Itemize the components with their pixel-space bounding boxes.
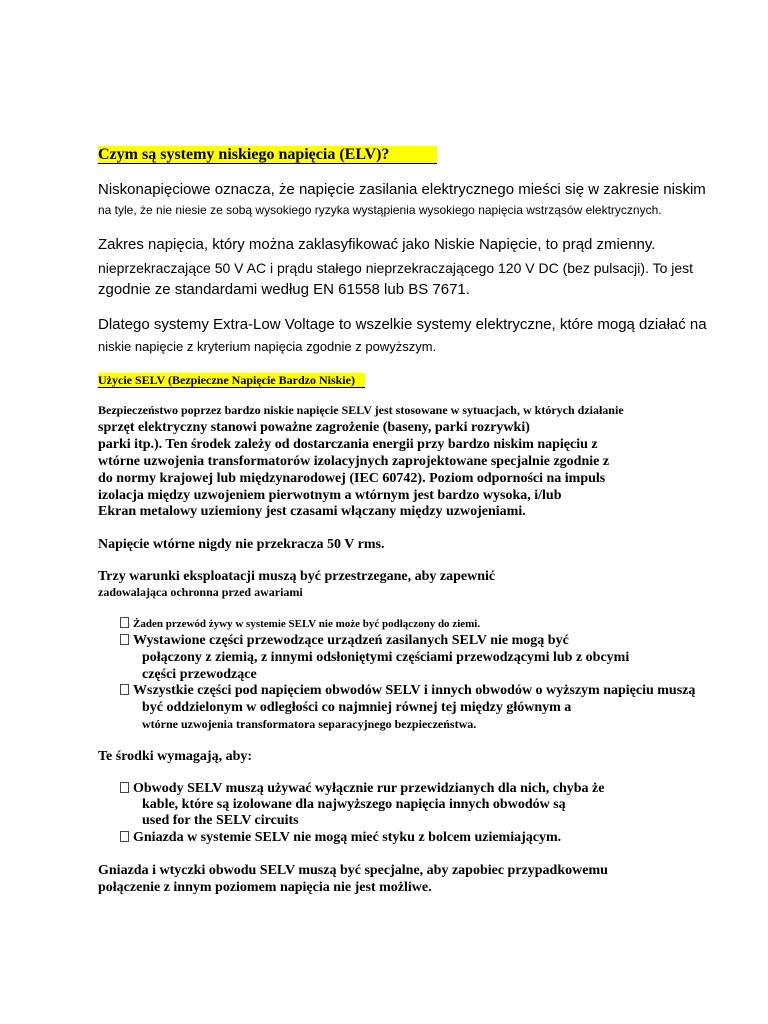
paragraph-1-line-2: na tyle, że nie niesie ze sobą wysokiego ryzyka wystąpienia wysokiego napięcia wstrząsów elektrycznych. bbox=[98, 203, 662, 217]
paragraph-5: Napięcie wtórne nigdy nie przekracza 50 V rms. bbox=[98, 537, 385, 552]
list-1-item-3-line-2: być oddzielonym w odległości co najmniej równej tej między głównym a bbox=[142, 700, 572, 715]
list-1-item-2-line-2: połączony z ziemią, z innymi odsłoniętymi częściami przewodzącymi lub z obcymi bbox=[142, 650, 630, 665]
paragraph-1-line-1 bbox=[98, 181, 706, 198]
bullet-box-icon bbox=[120, 684, 129, 695]
paragraph-4-line-1: Bezpieczeństwo poprzez bardzo niskie napięcie SELV jest stosowane w sytuacjach, w których działanie bbox=[98, 403, 624, 417]
bullet-box-icon bbox=[120, 782, 129, 793]
paragraph-8-line-2: połączenie z innym poziomem napięcia nie jest możliwe. bbox=[98, 880, 432, 895]
paragraph-8-line-1: Gniazda i wtyczki obwodu SELV muszą być specjalne, aby zapobiec przypadkowemu bbox=[98, 863, 608, 878]
paragraph-3-line-1: Dlatego systemy Extra-Low Voltage to wszelkie systemy elektryczne, które mogą działać na bbox=[98, 316, 707, 333]
list-item-text: Obwody SELV muszą używać wyłącznie rur przewidzianych dla nich, chyba że bbox=[133, 781, 605, 796]
paragraph-4-line-6: izolacja między uzwojeniem pierwotnym a wtórnym jest bardzo wysoka, i/lub bbox=[98, 488, 562, 503]
list-2-item-1-line-2: kable, które są izolowane dla najwyższego napięcia innych obwodów są bbox=[142, 797, 566, 812]
bullet-box-icon bbox=[120, 831, 129, 842]
bullet-box-icon bbox=[120, 634, 129, 645]
paragraph-7: Te środki wymagają, aby: bbox=[98, 749, 253, 764]
list-2-item-1 bbox=[120, 781, 605, 797]
list-1-item-1 bbox=[120, 617, 480, 630]
list-1-item-2-line-3: części przewodzące bbox=[142, 667, 257, 682]
paragraph-6-line-2: zadowalająca ochronna przed awariami bbox=[98, 585, 303, 599]
list-1-item-2 bbox=[120, 633, 569, 649]
paragraph-4-line-3: parki itp.). Ten środek zależy od dostarczania energii przy bardzo niskim napięciu z bbox=[98, 437, 598, 452]
paragraph-2-line-2: nieprzekraczające 50 V AC i prądu stałego nieprzekraczającego 120 V DC (bez pulsacji). To jest bbox=[98, 260, 694, 276]
paragraph-4-line-5: do normy krajowej lub międzynarodowej (IEC 60742). Poziom odporności na impuls bbox=[98, 471, 606, 486]
heading-selv bbox=[98, 371, 365, 389]
paragraph-3-line-2: niskie napięcie z kryterium napięcia zgodnie z powyższym. bbox=[98, 339, 437, 354]
paragraph-2-line-3: zgodnie ze standardami według EN 61558 lub BS 7671. bbox=[98, 281, 470, 298]
list-1-item-3 bbox=[120, 683, 695, 699]
list-item-text: Wszystkie części pod napięciem obwodów SELV i innych obwodów o wyższym napięciu muszą bbox=[133, 683, 696, 698]
bullet-box-icon bbox=[120, 617, 129, 628]
paragraph-4-line-2: sprzęt elektryczny stanowi poważne zagrożenie (baseny, parki rozrywki) bbox=[98, 420, 530, 435]
paragraph-2-line-1: Zakres napięcia, który można zaklasyfikować jako Niskie Napięcie, to prąd zmienny. bbox=[98, 236, 656, 253]
paragraph-6-line-1: Trzy warunki eksploatacji muszą być przestrzegane, aby zapewnić bbox=[98, 569, 496, 584]
paragraph-4-line-4: wtórne uzwojenia transformatorów izolacyjnych zaprojektowane specjalnie zgodnie z bbox=[98, 454, 610, 469]
list-item-text: Żaden przewód żywy w systemie SELV nie może być podłączony do ziemi. bbox=[133, 618, 481, 630]
list-2-item-1-line-3: used for the SELV circuits bbox=[142, 813, 299, 828]
list-item-text: Gniazda w systemie SELV nie mogą mieć styku z bolcem uziemiającym. bbox=[133, 830, 562, 845]
list-1-item-3-line-3: wtórne uzwojenia transformatora separacyjnego bezpieczeństwa. bbox=[142, 717, 477, 731]
text-line: Niskonapięciowe oznacza, że napięcie zasilania elektrycznego mieści się w zakresie niskim bbox=[98, 181, 706, 198]
list-2-item-2 bbox=[120, 830, 561, 846]
selv-heading-text: Użycie SELV (Bezpieczne Napięcie Bardzo Niskie) bbox=[98, 373, 365, 388]
title-text: Czym są systemy niskiego napięcia (ELV)? bbox=[98, 146, 437, 164]
heading-title bbox=[98, 146, 437, 164]
paragraph-4-line-7: Ekran metalowy uziemiony jest czasami włączany między uzwojeniami. bbox=[98, 504, 526, 519]
list-item-text: Wystawione części przewodzące urządzeń zasilanych SELV nie mogą być bbox=[133, 633, 569, 648]
